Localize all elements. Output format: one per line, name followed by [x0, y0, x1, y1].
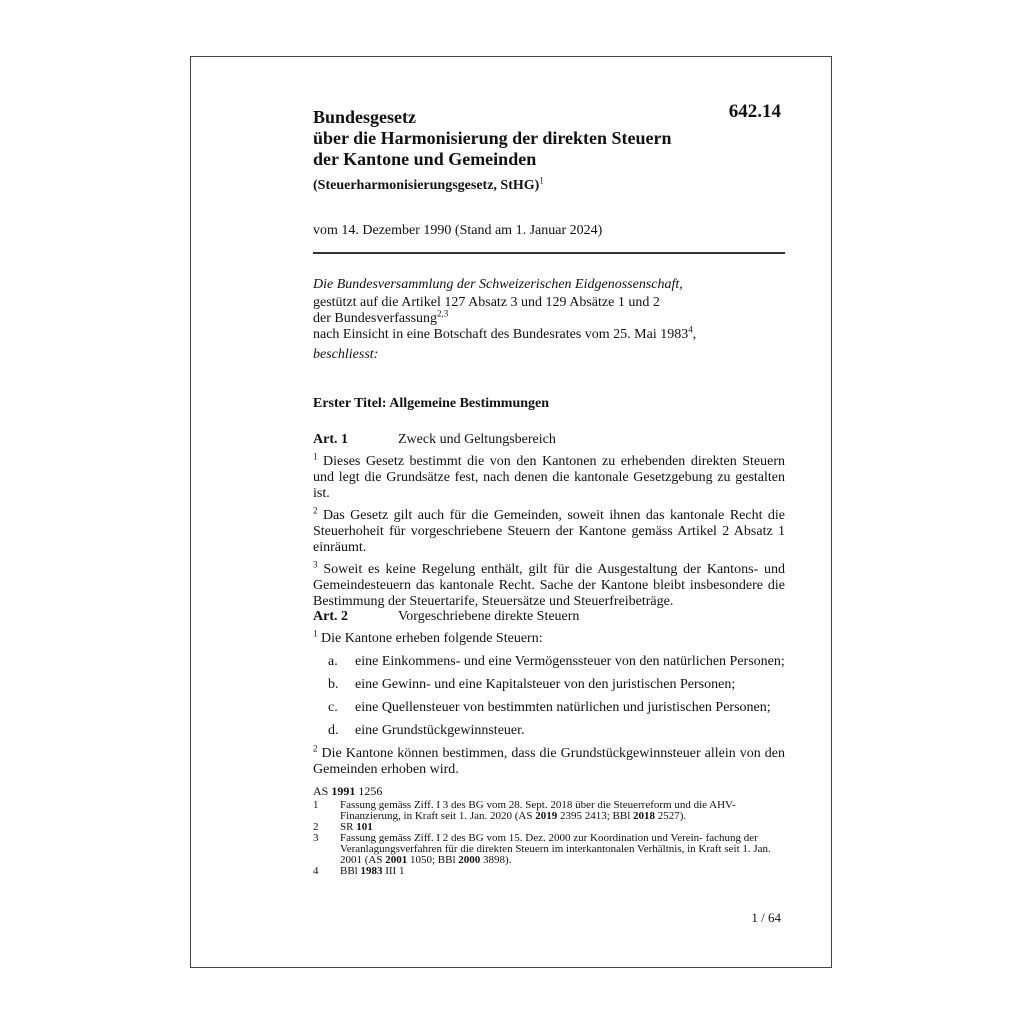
paragraph-text: Die Kantone können bestimmen, dass die Grundstückgewinnsteuer allein von den Gemeinden erhoben wird.	[313, 746, 786, 777]
footnote-ref[interactable]: 1	[539, 175, 544, 186]
list-item	[328, 723, 785, 739]
footnote-number: 3	[313, 832, 319, 844]
paragraph-number: 3	[313, 559, 318, 570]
title-line: über die Harmonisierung der direkten Steuern	[313, 128, 672, 148]
paragraph-number: 2	[313, 743, 318, 754]
list-letter: b.	[328, 677, 339, 692]
title-line: Bundesgesetz	[313, 107, 416, 127]
footnote-number: 4	[313, 865, 319, 877]
paragraph	[313, 451, 786, 502]
paragraph-number: 1	[313, 628, 318, 639]
section-title: Erster Titel: Allgemeine Bestimmungen	[313, 396, 550, 411]
preamble-message-line	[313, 324, 697, 343]
footnote-text: Fassung gemäss Ziff. I 2 des BG vom 15. Dez. 2000 zur Koordination und Verein- fachung der Veranlagungsverfahren für die direkten Steuern im interkantonalen Verhältnis, in Kraft seit 1. Jan. 2001 (AS 2001 1050; BBl 2000 3898).	[340, 832, 771, 866]
footnote	[313, 866, 785, 877]
short-title-text: (Steuerharmonisierungsgesetz, StHG)	[313, 178, 540, 193]
document-page	[190, 56, 832, 968]
list-item	[328, 677, 785, 693]
divider	[313, 252, 785, 254]
preamble	[313, 277, 696, 363]
punctuation: ,	[692, 327, 697, 342]
footnote-list	[313, 800, 785, 877]
law-short-title	[313, 175, 544, 194]
footnote-text: BBl 1983 III 1	[340, 865, 405, 877]
paragraph-text: Soweit es keine Regelung enthält, gilt für die Ausgestaltung der Kantons- und Gemeindesteuern das kantonale Recht. Sache der Kantone bleibt insbesondere die Bestimmung der Steuertarife, Steuersätze und Steuerfreibeträge.	[313, 562, 785, 609]
paragraph-text: Dieses Gesetz bestimmt die von den Kantonen zu erhebenden direkten Steuern und legt die Grundsätze fest, nach denen die kantonale Gesetzgebung zu gestalten ist.	[313, 454, 786, 501]
as-year: 1991	[331, 784, 356, 798]
article-2	[313, 609, 785, 784]
paragraph-number: 2	[313, 505, 318, 516]
list-text: eine Quellensteuer von bestimmten natürlichen und juristischen Personen;	[355, 700, 771, 715]
list-letter: c.	[328, 700, 338, 715]
footnote-ref[interactable]: 2,3	[437, 308, 449, 319]
as-page: 1256	[358, 784, 383, 798]
title-line: der Kantone und Gemeinden	[313, 149, 537, 169]
paragraph	[313, 559, 785, 610]
basis-text: der Bundesverfassung	[313, 311, 438, 326]
paragraph-number: 1	[313, 451, 318, 462]
paragraph	[313, 743, 786, 778]
preamble-basis-line: gestützt auf die Artikel 127 Absatz 3 und 129 Absätze 1 und 2	[313, 295, 660, 310]
preamble-decides: beschliesst:	[313, 347, 379, 362]
footnotes	[313, 786, 785, 877]
official-compilation-reference	[313, 786, 785, 797]
list-text: eine Einkommens- und eine Vermögenssteuer von den natürlichen Personen;	[355, 654, 785, 669]
as-prefix: AS	[313, 784, 329, 798]
footnote-number: 2	[313, 821, 319, 833]
paragraph	[313, 628, 785, 647]
preamble-assembly: Die Bundesversammlung der Schweizerischen Eidgenossenschaft,	[313, 277, 683, 292]
article-header	[313, 609, 785, 625]
article-heading: Vorgeschriebene direkte Steuern	[398, 609, 580, 624]
article-1	[313, 432, 785, 616]
list-item	[328, 654, 785, 670]
list-item	[328, 700, 785, 716]
paragraph-text: Die Kantone erheben folgende Steuern:	[321, 631, 543, 646]
message-text: nach Einsicht in eine Botschaft des Bundesrates vom 25. Mai 1983	[313, 327, 689, 342]
list-text: eine Grundstückgewinnsteuer.	[355, 723, 525, 738]
paragraph-text: Das Gesetz gilt auch für die Gemeinden, soweit ihnen das kantonale Recht die Steuerhoheit für vorgeschriebene Steuern der Kantone gemäss Artikel 2 Absatz 1 einräumt.	[313, 508, 786, 555]
preamble-basis-line	[313, 308, 696, 327]
sr-number: 642.14	[728, 101, 781, 122]
footnote-ref[interactable]: 4	[688, 324, 693, 335]
article-header	[313, 432, 785, 448]
article-number: Art. 1	[313, 432, 348, 447]
footnote	[313, 800, 785, 822]
date-line: vom 14. Dezember 1990 (Stand am 1. Januar 2024)	[313, 223, 603, 238]
page-number: 1 / 64	[751, 910, 781, 925]
footnote-text: Fassung gemäss Ziff. I 3 des BG vom 28. Sept. 2018 über die Steuerreform und die AHV-Finanzierung, in Kraft seit 1. Jan. 2020 (AS 2019 2395 2413; BBl 2018 2527).	[340, 799, 736, 822]
law-title	[313, 107, 672, 170]
footnote-text: SR 101	[340, 821, 373, 833]
footnote	[313, 833, 785, 866]
article-number: Art. 2	[313, 609, 348, 624]
article-heading: Zweck und Geltungsbereich	[398, 432, 556, 447]
list-letter: a.	[328, 654, 338, 669]
footnote-number: 1	[313, 799, 319, 811]
list-letter: d.	[328, 723, 339, 738]
list-text: eine Gewinn- und eine Kapitalsteuer von den juristischen Personen;	[355, 677, 736, 692]
paragraph	[313, 505, 786, 556]
